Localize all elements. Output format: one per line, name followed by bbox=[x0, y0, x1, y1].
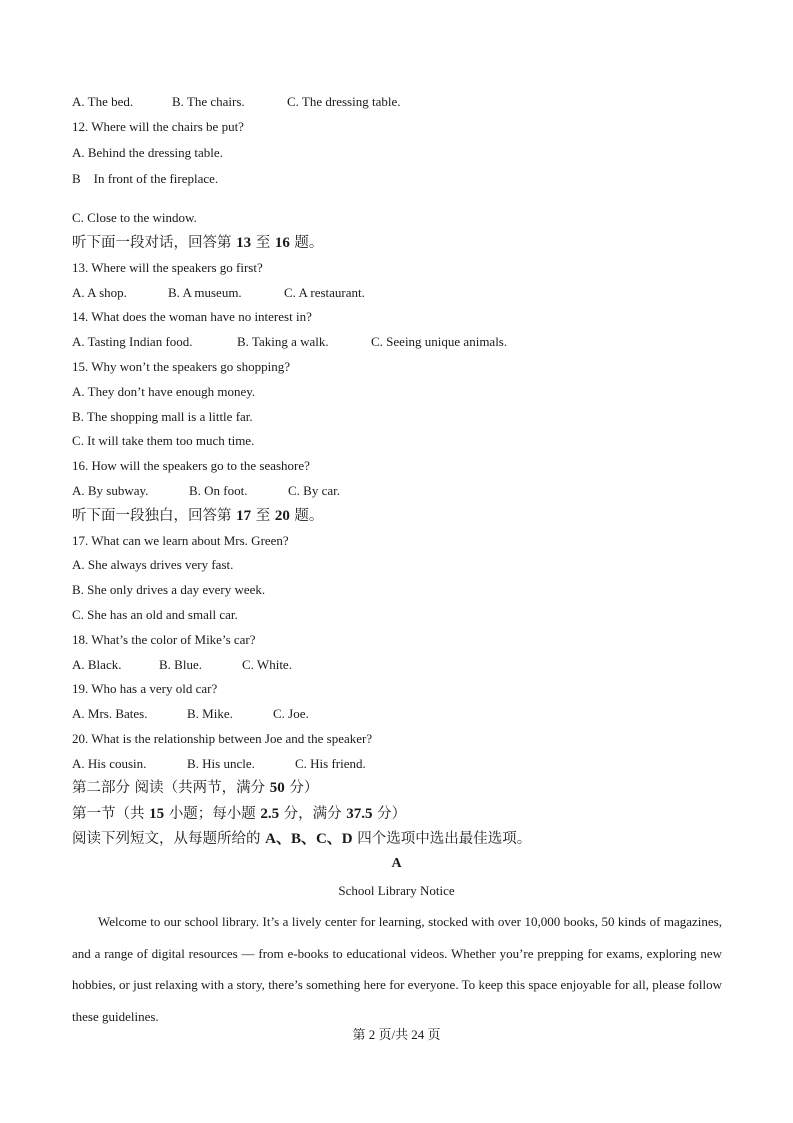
q13-option-c: C. A restaurant. bbox=[284, 285, 365, 300]
q14-option-c: C. Seeing unique animals. bbox=[371, 334, 508, 349]
section-header-text: 题。 bbox=[289, 508, 324, 524]
q12-option-a: A. Behind the dressing table. bbox=[72, 145, 223, 160]
q20-option-b: B. His uncle. bbox=[187, 756, 255, 771]
part2-title bbox=[72, 779, 318, 797]
page-footer: 第 2 页/共 24 页 bbox=[352, 1027, 441, 1042]
q11-options bbox=[72, 94, 401, 110]
q14-question: 14. What does the woman have no interest in? bbox=[72, 309, 312, 324]
q16-option-b: B. On foot. bbox=[189, 483, 248, 498]
passage-label: A bbox=[391, 856, 402, 871]
q11-option-c: C. The dressing table. bbox=[287, 94, 401, 109]
q17-question: 17. What can we learn about Mrs. Green? bbox=[72, 533, 289, 548]
section-header-text: 至 bbox=[251, 235, 275, 251]
section1-total: 37.5 bbox=[346, 806, 373, 822]
q18-option-a: A. Black. bbox=[72, 657, 122, 672]
section-end-number: 16 bbox=[274, 235, 290, 251]
q12-question: 12. Where will the chairs be put? bbox=[72, 119, 244, 134]
q18-question: 18. What’s the color of Mike’s car? bbox=[72, 632, 256, 647]
section-header-17-20 bbox=[72, 507, 323, 525]
instructions-text: 四个选项中选出最佳选项。 bbox=[352, 831, 532, 847]
q14-option-b: B. Taking a walk. bbox=[237, 334, 329, 349]
q13-question: 13. Where will the speakers go first? bbox=[72, 260, 263, 275]
q20-options bbox=[72, 756, 366, 772]
section1-text: 分） bbox=[372, 806, 407, 822]
reading-instructions bbox=[72, 830, 531, 848]
q15-option-b: B. The shopping mall is a little far. bbox=[72, 409, 253, 424]
part2-title-text: 分） bbox=[284, 780, 319, 796]
q16-question: 16. How will the speakers go to the seashore? bbox=[72, 458, 310, 473]
section1-points-each: 2.5 bbox=[260, 806, 280, 822]
q13-options bbox=[72, 285, 365, 301]
section-header-13-16 bbox=[72, 234, 323, 252]
q19-options bbox=[72, 706, 309, 722]
q14-options bbox=[72, 334, 507, 350]
part2-score: 50 bbox=[269, 780, 285, 796]
q15-option-a: A. They don’t have enough money. bbox=[72, 384, 256, 399]
q20-question: 20. What is the relationship between Joe and the speaker? bbox=[72, 731, 373, 746]
q17-option-a: A. She always drives very fast. bbox=[72, 557, 234, 572]
part2-title-text: 第二部分 阅读（共两节，满分 bbox=[72, 780, 270, 796]
passage-body-text: Welcome to our school library. It’s a lively center for learning, stocked with over 10,000 books, 50 kinds of magazines, and a range of digital resources — from e-books to educational videos. Whether you’re prepping for exams, exploring new hobbies, or just relaxing with a story, there’s something here for everyone. To keep this space enjoyable for all, please follow these guidelines. bbox=[72, 914, 722, 1024]
passage-title: School Library Notice bbox=[338, 883, 455, 898]
q19-option-b: B. Mike. bbox=[187, 706, 233, 721]
q18-option-c: C. White. bbox=[242, 657, 292, 672]
q18-options bbox=[72, 657, 292, 673]
q13-option-b: B. A museum. bbox=[168, 285, 242, 300]
section-start-number: 13 bbox=[236, 235, 252, 251]
q16-option-c: C. By car. bbox=[288, 483, 340, 498]
section1-text: 第一节（共 bbox=[72, 806, 150, 822]
q20-option-c: C. His friend. bbox=[295, 756, 366, 771]
section1-count: 15 bbox=[149, 806, 165, 822]
instructions-options: A、B、C、D bbox=[265, 831, 353, 847]
q12-option-c: C. Close to the window. bbox=[72, 210, 197, 225]
q12-option-b: B In front of the fireplace. bbox=[72, 171, 219, 186]
q14-option-a: A. Tasting Indian food. bbox=[72, 334, 193, 349]
section1-text: 分，满分 bbox=[279, 806, 347, 822]
q19-option-a: A. Mrs. Bates. bbox=[72, 706, 148, 721]
section1-text: 小题；每小题 bbox=[164, 806, 261, 822]
section-header-text: 至 bbox=[251, 508, 275, 524]
q18-option-b: B. Blue. bbox=[159, 657, 202, 672]
section-end-number: 20 bbox=[274, 508, 290, 524]
section-start-number: 17 bbox=[236, 508, 252, 524]
q11-option-a: A. The bed. bbox=[72, 94, 134, 109]
section-header-text: 听下面一段独白，回答第 bbox=[72, 508, 237, 524]
q20-option-a: A. His cousin. bbox=[72, 756, 147, 771]
q15-question: 15. Why won’t the speakers go shopping? bbox=[72, 359, 290, 374]
q16-options bbox=[72, 483, 340, 499]
q13-option-a: A. A shop. bbox=[72, 285, 127, 300]
q11-option-b: B. The chairs. bbox=[172, 94, 245, 109]
instructions-text: 阅读下列短文，从每题所给的 bbox=[72, 831, 266, 847]
passage-body bbox=[72, 906, 722, 1032]
part2-section1-title bbox=[72, 805, 406, 823]
section-header-text: 听下面一段对话，回答第 bbox=[72, 235, 237, 251]
q16-option-a: A. By subway. bbox=[72, 483, 149, 498]
q17-option-b: B. She only drives a day every week. bbox=[72, 582, 266, 597]
section-header-text: 题。 bbox=[289, 235, 324, 251]
q17-option-c: C. She has an old and small car. bbox=[72, 607, 238, 622]
q19-option-c: C. Joe. bbox=[273, 706, 309, 721]
q19-question: 19. Who has a very old car? bbox=[72, 681, 218, 696]
q15-option-c: C. It will take them too much time. bbox=[72, 433, 255, 448]
